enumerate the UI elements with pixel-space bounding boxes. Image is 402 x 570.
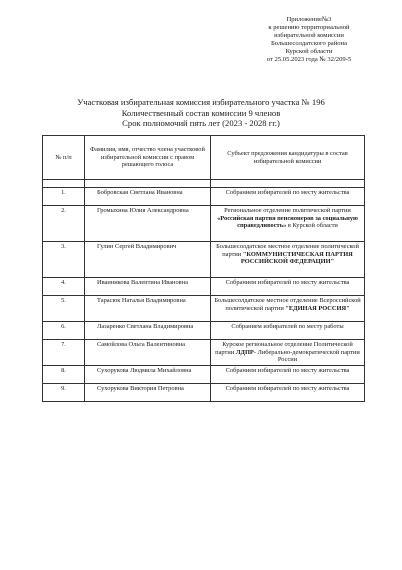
row-name: Тарасюк Наталья Владимировна [85,296,211,322]
table-row [43,188,365,206]
row-num: 2. [43,206,85,242]
row-num: 4. [43,278,85,296]
row-num: 6. [43,322,85,340]
subject-text: Региональное отделение политической партии [224,207,351,214]
table-header-row [43,136,365,180]
table-row [43,366,365,384]
row-num: 8. [43,366,85,384]
row-name: Бобровская Светлана Ивановна [85,188,211,206]
row-subject [211,296,365,322]
subject-text: Большесолдатское местное отделение Всероссийской политической партии [214,297,361,312]
row-num: 7. [43,340,85,366]
header-name: Фамилия, имя, отчество члена участковой избирательной комиссии с правом решающего голоса [85,136,211,180]
party-name: "КОММУНИСТИЧЕСКАЯ ПАРТИЯ РОССИЙСКОЙ ФЕДЕРАЦИИ" [240,250,353,266]
row-name: Лазаренко Светлана Владимировна [85,322,211,340]
row-subject: Собранием избирателей по месту работы [211,322,365,340]
row-num: 3. [43,242,85,278]
table-row [43,242,365,278]
header-subject: Субъект предложения кандидатуры в состав избирательной комиссии [211,136,365,180]
row-name: Иванникова Валентина Ивановна [85,278,211,296]
subject-text: в Курской области [286,222,338,230]
table-spacer-row [43,180,365,188]
row-subject [211,242,365,278]
table-row [43,384,365,402]
row-name: Сухорукова Людмила Михайловна [85,366,211,384]
subject-text: - Либерально-демократической партии России [253,348,360,364]
heading-line-commission: Участковая избирательная комиссия избирательного участка № 196 [77,97,325,107]
row-subject [211,206,365,242]
row-num: 1. [43,188,85,206]
subject-text: Курское региональное отделение Политической партии [215,341,353,356]
appendix-line: Курской области [285,48,333,55]
appendix-line: от 25.05.2023 года № 32/209-5 [266,56,352,63]
row-subject: Собранием избирателей по месту жительства [211,188,365,206]
row-name: Сухорукова Виктория Петровна [85,384,211,402]
row-name: Громыхина Юлия Александровна [85,206,211,242]
row-subject [211,340,365,366]
heading-line-term: Срок полномочий пять лет (2023 - 2028 гг.) [122,118,280,128]
appendix-block [224,16,394,64]
row-subject: Собранием избирателей по месту жительства [211,384,365,402]
heading-line-composition: Количественный состав комиссии 9 членов [121,107,281,118]
appendix-line: к решению территориальной [268,24,350,31]
document-heading [20,97,382,129]
subject-text: Большесолдатское местное отделение политической партии [216,243,359,258]
party-name: "ЕДИНАЯ РОССИЯ" [285,304,350,312]
appendix-line: Приложение№3 [286,16,332,23]
appendix-line: Большесолдатского района [270,40,348,47]
table-row [43,206,365,242]
table-row [43,296,365,322]
party-name: ЛДПР [235,348,254,356]
table-row [43,340,365,366]
row-subject: Собранием избирателей по месту жительства [211,366,365,384]
table-row [43,278,365,296]
row-subject: Собранием избирателей по месту жительства [211,278,365,296]
table-row [43,322,365,340]
party-name: «Российская партия пенсионеров за социальную справедливость» [217,214,358,230]
row-num: 5. [43,296,85,322]
appendix-line: избирательной комиссии [274,32,344,39]
row-num: 9. [43,384,85,402]
header-num: № п/п [43,136,85,180]
row-name: Самойлова Ольга Валентиновна [85,340,211,366]
members-table [42,135,365,402]
row-name: Гулин Сергей Владимирович [85,242,211,278]
